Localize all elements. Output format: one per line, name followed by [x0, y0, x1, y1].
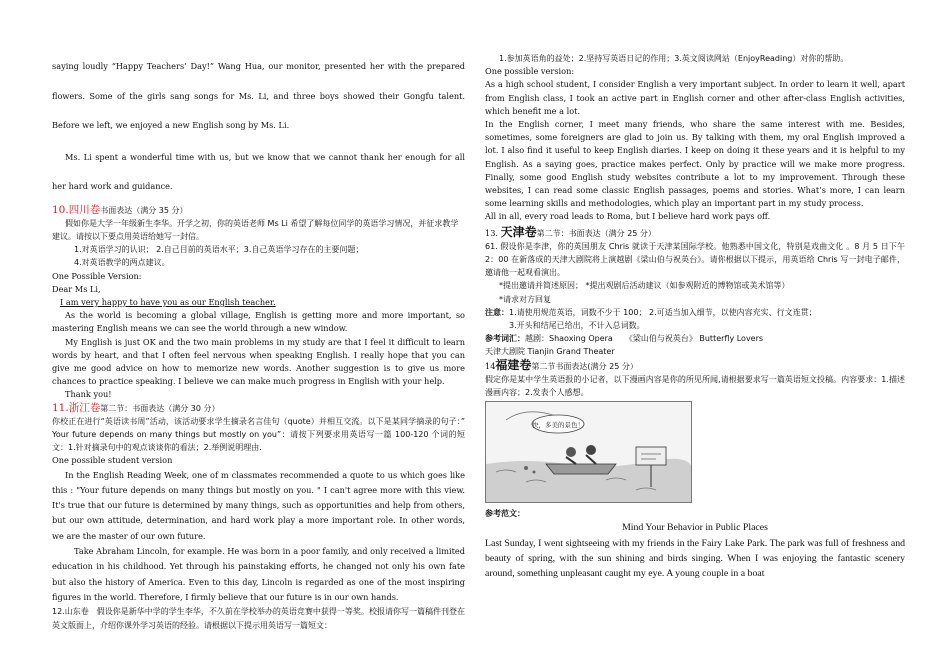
q14-number: 14 [485, 360, 496, 371]
q13-note-label: 注意： [485, 307, 509, 317]
q11-title: 浙江卷 [68, 401, 101, 414]
q14-title: 福建卷 [495, 357, 532, 372]
q14-sample-label: 参考范文： [485, 509, 525, 519]
q10-number: 10. [52, 203, 69, 216]
q14-heading: 第二节书面表达(满分 25 分） [531, 361, 638, 371]
q12-paragraph-1: As a high school student, I consider English a very important subject. In order to learn it well, apart from English class, I took an active part in English corner and other after-class English activities, which benefit me a lot. [485, 79, 905, 116]
q10-closing: Thank you! [65, 389, 112, 400]
q12-points: 1.参加英语角的益处；2.坚持写英语日记的作用；3.英文阅读网站（EnjoyReading）对你的帮助。 [499, 54, 849, 63]
q10-point-1: 1.对英语学习的认识； 2.自己目前的英语水平；3.自己英语学习存在的主要问题； [74, 245, 364, 255]
q13-vocab-2: 天津大剧院 Tianjin Grand Theater [485, 347, 615, 357]
q10-prompt: 假如你是大学一年级新生李华。开学之初，你的英语老师 Ms Li 希望了解每位同学的英语学习情况，并征求教学建议。请按以下要点用英语给她写一封信。 [52, 218, 459, 241]
q11-version-label: One possible student version [52, 455, 173, 466]
q10-point-2: 4.对英语教学的两点建议。 [74, 258, 170, 268]
question-14 [485, 359, 905, 582]
q10-version-label: One Possible Version: [52, 270, 142, 281]
question-11 [52, 402, 465, 606]
q10-title: 四川卷 [68, 203, 101, 216]
left-column [52, 52, 465, 633]
q12-paragraph-3: All in all, every road leads to Roma, but I believe hard work pays off. [485, 211, 771, 222]
cartoon-speech-bubble: 快，多美的景色！ [532, 421, 584, 430]
q13-note-1: 1.请使用规范英语，词数不少于 100； 2.可适当加入细节，以使内容充实、行文连贯； [509, 307, 817, 317]
q13-bullet-1: *提出邀请并简述原因； *提出观剧后活动建议（如参观附近的博物馆或美术馆等） [499, 281, 790, 291]
cartoon-illustration [485, 401, 692, 503]
q13-bullet-2: *请求对方回复 [499, 294, 551, 304]
q10-paragraph-2: My English is just OK and the two main problems in my study are that I feel it difficult to learn words by heart, and that I often feel nervous when speaking English. I really hope that you can give me good advice on how to memorize new words. Another suggestion is to give us more chances to practice speaking. I believe we can make much progress in English with your help. [52, 336, 465, 387]
q13-heading: 第二节：书面表达（满分 25 分） [536, 228, 656, 238]
q10-salutation: Dear Ms Li, [52, 283, 101, 294]
q11-paragraph-2: Take Abraham Lincoln, for example. He was born in a poor family, and only received a limited education in his childhood. Yet through his painstaking efforts, he changed not only his own fate but also the history of America. Even to this day, Lincoln is regarded as one of the most inspiring figures in the world. Therefore, I firmly believe that our future is in our own hands. [52, 546, 465, 602]
q11-paragraph-1: In the English Reading Week, one of m classmates recommended a quote to us which goes like this : "Your future depends on many things but mostly on you. " I can't agree more with this view. It's true that our future is determined by many things, such as opportunities and help from others, but our own attitude, determination, and hard work play a more important role. In other words, we are the master of our own future. [52, 469, 465, 541]
q10-opening: I am very happy to have you as our English teacher. [60, 296, 276, 307]
q11-prompt: 你校正在进行“英语读书周”活动，该活动要求学生摘录名言佳句（quote）并相互交流。以下是某同学摘录的句子：” Your future depends on many things but mostly on you”：请按下列要求用英语写一篇 100-120 个词的短文：1.针对摘录句中的观点谈谈你的看法；2.举例说明理由. [52, 416, 465, 453]
question-10 [52, 204, 465, 402]
letter-paragraph-1: saying loudly “Happy Teachers’ Day!” Wang Hua, our monitor, presented her with the prepared flowers. Some of the girls sang songs for Ms. Li, and three boys showed their Gongfu talent. Before we left, we enjoyed a new English song by Ms. Li. [52, 61, 465, 130]
q13-number: 13. [485, 227, 499, 238]
q12-prompt: 12.山东卷 假设你是新华中学的学生李华，不久前在学校举办的英语竞赛中获得一等奖。校报请你写一篇稿件刊登在英文版面上，介绍你课外学习英语的经验。请根据以下提示用英语写一篇短文： [52, 607, 465, 631]
q13-note-2: 3.开头和结尾已给出，不计入总词数。 [509, 321, 645, 331]
q13-title: 天津卷 [500, 224, 537, 239]
q13-prompt: 61. 假设你是李津，你的英国朋友 Chris 就读于天津某国际学校。他熟悉中国文化，特别是戏曲文化 。8 月 5 日下午 2：00 在新落成的天津大剧院将上演越剧《梁山伯与祝英台》。请你根据以下提示，用英语给 Chris 写一封电子邮件，邀请他一起观看演出。 [485, 241, 905, 278]
q11-number: 11. [52, 401, 69, 414]
q10-heading: 书面表达（满分 35 分） [100, 205, 188, 215]
q14-essay-body: Last Sunday, I went sightseeing with my friends in the Fairy Lake Park. The park was full of freshness and beauty of spring, with the sun shining and birds singing. When I was enjoying the fantastic scenery around, something unpleasant caught my eye. A young couple in a boat [485, 537, 905, 580]
right-column [485, 52, 905, 581]
q14-essay-title: Mind Your Behavior in Public Places [622, 522, 768, 534]
q13-vocab-1: 越剧：Shaoxing Opera 《梁山伯与祝英台》 Butterfly Lovers [525, 334, 764, 344]
q12-version-label: One possible version: [485, 66, 575, 77]
q13-vocab-label: 参考词汇： [485, 334, 525, 344]
q12-paragraph-2: In the English corner, I meet many friends, who share the same interest with me. Besides, sometimes, some foreigners are glad to join us. By talking with them, my oral English improved a lot. I also find it useful to keep English diaries. I keep on doing it these years and it is helpful to my English. As a saying goes, practice makes perfect. Only by practice will we make more progress. Finally, some good English study websites contribute a lot to my improvement. Through these websites, I can read some classic English passages, poems and stories. What’s more, I can learn some learning skills and methodologies, which play an important part in my study process. [485, 119, 905, 209]
q11-heading: 第二节：书面表达（满分 30 分） [100, 403, 220, 413]
q10-paragraph-1: As the world is becoming a global village, English is getting more and more important, so mastering English means we can see the world through a new window. [52, 310, 465, 334]
letter-paragraph-2: Ms. Li spent a wonderful time with us, but we know that we cannot thank her enough for all her hard work and guidance. [52, 151, 465, 191]
q14-prompt: 假定你是某中学生英语报的小记者，以下漫画内容是你的所见所闻,请根据要求写一篇英语短文投稿。内容要求：1.描述漫画内容；2.发表个人感想。 [485, 374, 905, 398]
question-13 [485, 226, 905, 359]
